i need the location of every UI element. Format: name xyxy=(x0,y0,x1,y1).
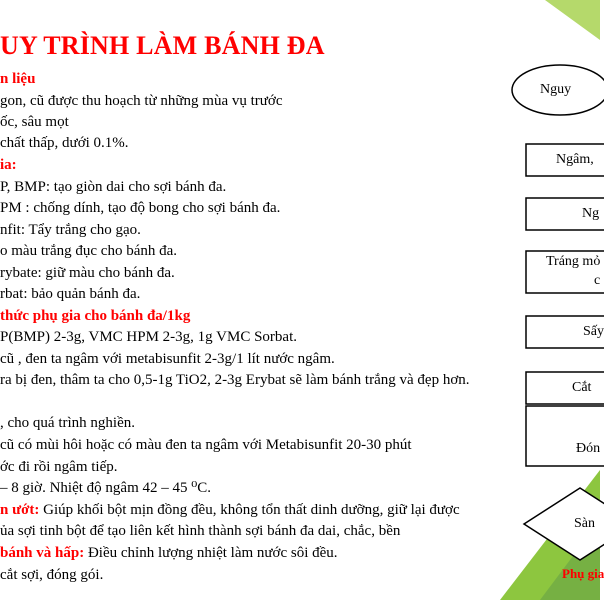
line-text: ớc đi rồi ngâm tiếp. xyxy=(0,459,118,475)
line-text: ủa sợi tinh bột để tạo liên kết hình thành sợi bánh đa dai, chắc, bền xyxy=(0,523,401,539)
line-text: P(BMP) 2-3g, VMC HPM 2-3g, 1g VMC Sorbat. xyxy=(0,329,297,345)
line-text: Điều chỉnh lượng nhiệt làm nước sôi đều. xyxy=(84,545,338,561)
content-line xyxy=(0,327,297,347)
line-text: – 8 giờ. Nhiệt độ ngâm 42 – 45 ⁰C. xyxy=(0,480,212,496)
line-text: PM : chống dính, tạo độ bong cho sợi bánh đa. xyxy=(0,200,281,216)
line-text: cắt sợi, đóng gói. xyxy=(0,567,104,583)
line-text: o màu trắng đục cho bánh đa. xyxy=(0,243,178,259)
content-line xyxy=(0,306,190,326)
slide-title: UY TRÌNH LÀM BÁNH ĐA xyxy=(0,31,325,60)
content-line xyxy=(0,565,103,585)
content-line xyxy=(0,69,35,89)
content-line xyxy=(0,133,129,153)
line-text: rbat: bảo quản bánh đa. xyxy=(0,286,141,302)
content-line xyxy=(0,155,17,175)
content-line xyxy=(0,91,283,111)
content-line xyxy=(0,457,118,477)
line-text: gon, cũ được thu hoạch từ những mùa vụ trước xyxy=(0,93,283,109)
content-line xyxy=(0,284,140,304)
content-line xyxy=(0,263,175,283)
content-line xyxy=(0,413,135,433)
content-line xyxy=(0,349,335,369)
flowchart-step-1: Ngâm, xyxy=(556,152,594,167)
content-line xyxy=(0,521,400,541)
line-heading: n liệu xyxy=(0,71,36,87)
line-text: Giúp khối bột mịn đồng đều, không tổn thất dinh dưỡng, giữ lại được xyxy=(39,502,460,518)
flowchart-start-label: Nguy xyxy=(540,82,572,97)
content-line xyxy=(0,478,211,498)
line-heading: ia: xyxy=(0,157,17,173)
flowchart-decision-label: Sàn xyxy=(574,516,595,531)
flowchart-step-2: Ng xyxy=(582,206,600,221)
content-line xyxy=(0,370,470,390)
content-line xyxy=(0,241,177,261)
line-text: P, BMP: tạo giòn dai cho sợi bánh đa. xyxy=(0,179,227,195)
flowchart-step-3: Tráng mỏ xyxy=(546,254,601,269)
line-text: nfit: Tẩy trắng cho gạo. xyxy=(0,222,141,238)
line-heading: bánh và hấp: xyxy=(0,545,85,561)
line-heading: thức phụ gia cho bánh đa/1kg xyxy=(0,308,191,324)
content-line xyxy=(0,500,460,520)
line-text: cũ , đen ta ngâm với metabisunfit 2-3g/1 lít nước ngâm. xyxy=(0,351,335,367)
flowchart-footer-label: Phụ gia xyxy=(562,566,604,581)
content-line xyxy=(0,543,338,563)
content-line xyxy=(0,112,69,132)
flowchart-step-5: Cắt xyxy=(572,380,592,395)
line-text: ra bị đen, thâm ta cho 0,5-1g TiO2, 2-3g Erybat sẽ làm bánh trắng và đẹp hơn. xyxy=(0,372,470,388)
content-line xyxy=(0,435,412,455)
content-line xyxy=(0,198,280,218)
line-text: ốc, sâu mọt xyxy=(0,114,69,130)
flowchart-step-6: Đón xyxy=(576,441,601,456)
line-text: chất thấp, dưới 0.1%. xyxy=(0,135,129,151)
line-text: rybate: giữ màu cho bánh đa. xyxy=(0,265,175,281)
content-line xyxy=(0,177,226,197)
line-text: , cho quá trình nghiền. xyxy=(0,415,135,431)
flowchart-step-3b: c xyxy=(594,273,601,288)
flowchart-step-4: Sấy xyxy=(583,324,604,339)
content-line xyxy=(0,220,141,240)
line-text: cũ có mùi hôi hoặc có màu đen ta ngâm với Metabisunfit 20-30 phút xyxy=(0,437,412,453)
line-heading: n ướt: xyxy=(0,502,40,518)
